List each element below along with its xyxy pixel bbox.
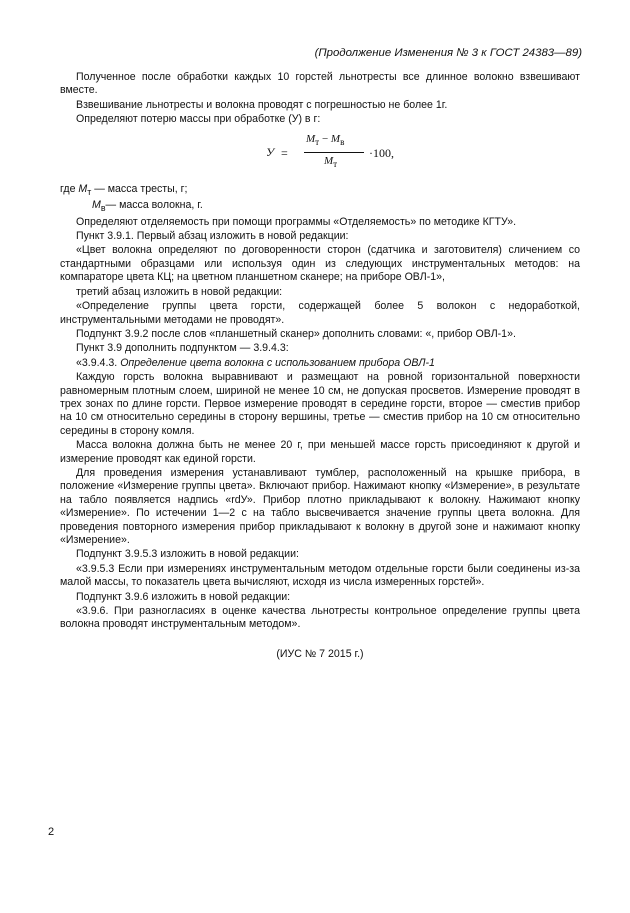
where-line-1	[60, 183, 580, 200]
subsection-title: Определение цвета волокна с использованием прибора ОВЛ-1	[120, 356, 435, 369]
paragraph: Масса волокна должна быть не менее 20 г, при меньшей массе горсть присоединяют к другой и измерение проводят как единой горсти.	[60, 439, 580, 465]
paragraph: «Цвет волокна определяют по договоренности сторон (сдатчика и заготовителя) сличением со стандартными образцами или используя один из следующих инструментальных методов: на компараторе цвета КЦ; на цветном планшетном сканере; на приборе ОВЛ-1»,	[60, 244, 580, 284]
where-sub-1: т	[87, 186, 92, 197]
paragraph: «3.9.6. При разногласиях в оценке качества льнотресты контрольное определение группы цвета волокна проводят инструментальным методом».	[60, 605, 580, 631]
subsection-heading	[60, 357, 580, 370]
where-sym-1: М	[78, 182, 88, 195]
subsection-number: «3.9.4.3.	[76, 356, 121, 369]
paragraph: Взвешивание льнотресты и волокна проводят с погрешностью не более 1г.	[76, 98, 448, 111]
where-text-1: — масса тресты, г;	[91, 182, 188, 195]
paragraph: Подпункт 3.9.5.3 изложить в новой редакции:	[76, 548, 299, 561]
formula-numerator	[306, 133, 344, 150]
paragraph: Полученное после обработки каждых 10 горстей льнотресты все длинное волокно взвешивают вместе.	[60, 71, 580, 97]
page-header: (Продолжение Изменения № 3 к ГОСТ 24383—89)	[314, 47, 582, 59]
where-sub-2: в	[100, 203, 106, 214]
formula-sub-v: в	[340, 136, 345, 147]
formula-sub-t: т	[315, 136, 320, 147]
paragraph: Каждую горсть волокна выравнивают и размещают на ровной горизонтальной поверхности равномерным плотным слоем, шириной не менее 10 см, не допуская просветов. Измерение проводят в трех зонах по длине горсти. Первое измерение проводят в середине горсти, второе — сместив прибор на 10 см относительно середины в сторону вершины, третье — сместив прибор на 10 см относительно середины в сторону комля.	[60, 371, 580, 437]
formula-minus: −	[321, 132, 329, 145]
formula-m-t: М	[306, 132, 316, 145]
fraction-bar	[304, 152, 364, 153]
formula-equals: =	[281, 145, 288, 160]
where-sym-2: М	[92, 199, 101, 212]
formula-lhs: У	[266, 144, 275, 159]
paragraph: Для проведения измерения устанавливают тумблер, расположенный на крышке прибора, в положение «Измерение группы цвета». Включают прибор. Нажимают кнопку «Измерение», в результате на табло появляется надпись «rdУ». Прибор плотно прикладывают к волокну. Нажимают кнопку «Измерение». По истечении 1—2 с на табло высвечивается значение группы цвета волокна. Для проведения повторного измерения прибор прикладывают к волокну в другой зоне и нажимают кнопку «Измерение».	[60, 466, 580, 546]
formula-den-m: М	[324, 154, 334, 167]
paragraph: Подпункт 3.9.2 после слов «планшетный сканер» дополнить словами: «, прибор ОВЛ-1».	[76, 327, 516, 340]
page-number: 2	[48, 826, 55, 838]
where-prefix: где	[60, 182, 79, 195]
formula-den-sub: т	[333, 158, 338, 169]
document-body	[60, 71, 580, 662]
where-text-2: — масса волокна, г.	[105, 199, 203, 212]
paragraph: Определяют потерю массы при обработке (У) в г:	[76, 113, 321, 126]
source-reference: (ИУС № 7 2015 г.)	[276, 647, 364, 660]
paragraph: Определяют отделяемость при помощи программы «Отделяемость» по методике КГТУ».	[76, 215, 517, 228]
paragraph: «Определение группы цвета горсти, содержащей более 5 волокон с недоработкой, инструментальными методами не проводят».	[60, 300, 580, 326]
mass-loss-formula	[60, 133, 580, 179]
formula-m-v: М	[330, 132, 341, 145]
where-line-2	[92, 199, 580, 216]
paragraph: третий абзац изложить в новой редакции:	[76, 285, 283, 298]
paragraph: Пункт 3.9 дополнить подпунктом — 3.9.4.3:	[76, 342, 289, 355]
paragraph: Пункт 3.9.1. Первый абзац изложить в новой редакции:	[76, 230, 349, 243]
paragraph: «3.9.5.3 Если при измерениях инструментальным методом отдельные горсти были соединены из-за малой массы, то показатель цвета вычисляют, исходя из числа измеренных горстей».	[60, 562, 580, 589]
paragraph: Подпункт 3.9.6 изложить в новой редакции:	[76, 590, 291, 603]
formula-multiplier: ·100,	[369, 145, 394, 160]
formula-denominator	[324, 155, 337, 172]
